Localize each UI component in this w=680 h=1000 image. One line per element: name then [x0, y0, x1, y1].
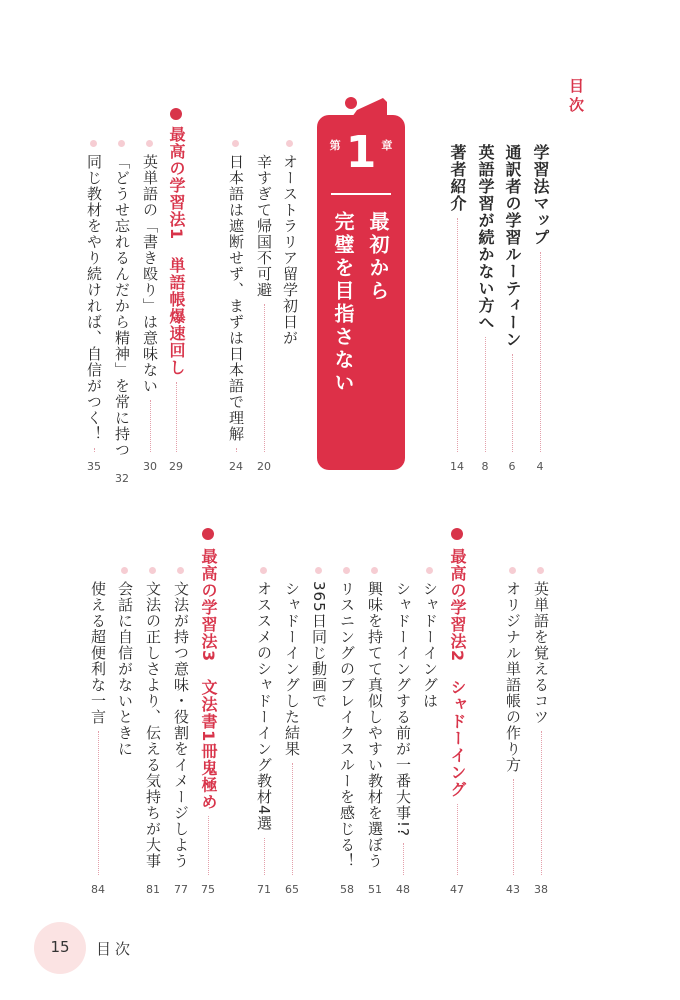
toc-entry-text: オリジナル単語帳の作り方 [504, 581, 522, 773]
toc-page-number: 30 [143, 460, 157, 473]
toc-entry-text: 365日同じ動画で [310, 581, 328, 709]
section-heading[interactable] [164, 126, 188, 474]
bullet-dot [426, 567, 433, 574]
toc-page-number: 51 [368, 883, 382, 896]
section-dot [451, 528, 463, 540]
bullet-dot [537, 567, 544, 574]
bullet-dot [149, 567, 156, 574]
toc-entry[interactable] [363, 581, 387, 897]
toc-entry-text: 通訳者の学習ルーティーン [503, 144, 522, 348]
toc-page-number: 77 [174, 883, 188, 896]
section-heading[interactable] [445, 548, 469, 897]
toc-page-number: 14 [450, 460, 464, 473]
leader-dots [292, 763, 293, 875]
toc-entry-text: 同じ教材をやり続ければ、自信がつく！ [85, 154, 103, 442]
toc-entry[interactable] [82, 154, 106, 474]
toc-entry[interactable] [335, 581, 359, 897]
toc-entry[interactable] [501, 581, 525, 897]
toc-page-number: 32 [115, 472, 129, 485]
leader-dots [264, 838, 265, 875]
section-heading-text: 最高の学習法2 シャドーイング [448, 548, 467, 799]
toc-entry[interactable] [224, 154, 248, 474]
leader-dots [512, 354, 513, 452]
bullet-dot [343, 567, 350, 574]
toc-entry-text: シャドーイングする前が一番大事!? [394, 581, 412, 837]
toc-page-number: 71 [257, 883, 271, 896]
toc-page-number: 81 [146, 883, 160, 896]
leader-dots [208, 816, 209, 875]
leader-dots [264, 304, 265, 452]
toc-entry-text: 文法の正しさより、伝える気持ちが大事 [144, 581, 162, 869]
bullet-dot [315, 567, 322, 574]
toc-entry-text: リスニングのブレイクスルーを感じる！ [338, 581, 356, 869]
toc-entry[interactable] [141, 581, 165, 897]
leader-dots [540, 252, 541, 452]
toc-entry[interactable] [528, 144, 552, 474]
chapter-prefix: 第 [329, 139, 341, 152]
toc-entry[interactable] [307, 581, 331, 897]
toc-entry[interactable] [169, 581, 193, 897]
toc-page-number: 58 [340, 883, 354, 896]
leader-dots [403, 843, 404, 875]
chapter-suffix: 章 [381, 139, 393, 152]
toc-page-number: 75 [201, 883, 215, 896]
section-dot [202, 528, 214, 540]
toc-entry-text: シャドーイングは [421, 581, 439, 709]
section-dot [170, 108, 182, 120]
toc-entry[interactable] [500, 144, 524, 474]
leader-dots [541, 731, 542, 875]
footer-label: 目次 [96, 940, 135, 958]
bullet-dot [371, 567, 378, 574]
bullet-dot [509, 567, 516, 574]
toc-entry-text: シャドーイングした結果 [283, 581, 301, 757]
toc-entry-text: 学習法マップ [531, 144, 550, 246]
chapter-badge [317, 115, 405, 470]
toc-page-number: 47 [450, 883, 464, 896]
leader-dots [457, 218, 458, 452]
toc-entry-text: 英単語の「書き殴り」は意味ない [141, 154, 159, 394]
leader-dots [150, 400, 151, 452]
toc-page-number: 20 [257, 460, 271, 473]
chapter-number [317, 127, 405, 178]
toc-page-number: 29 [169, 460, 183, 473]
toc-page-number: 48 [396, 883, 410, 896]
toc-entry-text: 日本語は遮断せず、まずは日本語で理解 [227, 154, 245, 442]
toc-entry[interactable] [252, 154, 276, 474]
page-number: 15 [50, 938, 70, 956]
bullet-dot [177, 567, 184, 574]
toc-entry[interactable] [445, 144, 469, 474]
section-heading[interactable] [196, 548, 220, 897]
toc-entry[interactable] [391, 581, 415, 897]
bullet-dot [232, 140, 239, 147]
chapter-title-line: 最初から [366, 211, 390, 303]
chapter-num: 1 [345, 127, 377, 178]
toc-page-number: 84 [91, 883, 105, 896]
toc-title: 目次 [567, 78, 585, 116]
bullet-dot [90, 140, 97, 147]
chapter-divider [331, 193, 391, 195]
bullet-dot [146, 140, 153, 147]
toc-entry[interactable] [280, 581, 304, 897]
toc-entry-text: 会話に自信がないときに [116, 581, 134, 757]
leader-dots [485, 337, 486, 452]
toc-page-number: 8 [481, 460, 489, 473]
toc-page-number: 4 [536, 460, 544, 473]
leader-dots [513, 779, 514, 875]
toc-entry[interactable] [252, 581, 276, 897]
toc-entry-text: オーストラリア留学初日が [281, 154, 299, 346]
toc-entry-text: 文法が持つ意味・役割をイメージしよう [172, 581, 190, 869]
leader-dots [457, 804, 458, 875]
toc-entry[interactable] [529, 581, 553, 897]
bullet-dot [286, 140, 293, 147]
toc-entry-text: 興味を持てて真似しやすい教材を選ぼう [366, 581, 384, 869]
toc-entry-text: 辛すぎて帰国不可避 [255, 154, 273, 298]
toc-entry-text: 英単語を覚えるコツ [532, 581, 550, 725]
toc-entry-text: 著者紹介 [448, 144, 467, 212]
toc-entry-text: オススメのシャドーイング教材4選 [255, 581, 273, 832]
toc-entry[interactable] [110, 154, 134, 485]
toc-entry[interactable] [278, 154, 302, 474]
toc-entry-text: 使える超便利な一言 [89, 581, 107, 725]
toc-entry[interactable] [138, 154, 162, 474]
section-heading-text: 最高の学習法3 文法書1冊鬼極め [199, 548, 218, 811]
toc-page-number: 43 [506, 883, 520, 896]
bullet-dot [118, 140, 125, 147]
toc-page-number: 35 [87, 460, 101, 473]
leader-dots [98, 731, 99, 875]
toc-page-number: 38 [534, 883, 548, 896]
toc-entry[interactable] [86, 581, 110, 897]
toc-entry[interactable] [473, 144, 497, 474]
toc-page-number: 6 [508, 460, 516, 473]
leader-dots [94, 448, 95, 452]
bullet-dot [121, 567, 128, 574]
leader-dots [236, 448, 237, 452]
chapter-title-line: 完璧を目指さない [331, 211, 355, 395]
toc-entry-text: 「どうせ忘れるんだから精神」を常に持つ [113, 154, 131, 458]
leader-dots [176, 382, 177, 452]
section-heading-text: 最高の学習法1 単語帳爆速回し [167, 126, 186, 377]
toc-page-number: 65 [285, 883, 299, 896]
toc-entry[interactable] [418, 581, 442, 897]
bullet-dot [260, 567, 267, 574]
toc-page-number: 24 [229, 460, 243, 473]
chapter-title [331, 211, 391, 395]
toc-entry-text: 英語学習が続かない方へ [476, 144, 495, 331]
toc-entry[interactable] [113, 581, 137, 897]
